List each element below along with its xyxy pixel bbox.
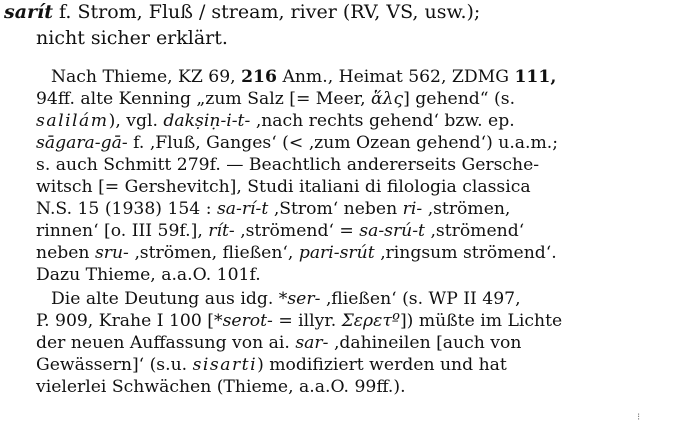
p1-line: Dazu Thieme, a.a.O. 101f. [36,265,261,285]
text-run: ‚strömen, [422,199,511,219]
text-run: Nach Thieme, KZ 69, [51,67,242,87]
p1-line [36,88,515,110]
text-run: ‚strömend‘ = [234,221,360,241]
text-run: sa-srú-t [359,221,425,241]
headword: sarít [4,1,54,23]
text-run: sāgara-gā- [36,133,128,153]
text-run: f. ‚Fluß, Ganges‘ (< ‚zum Ozean gehend‘) u.a.m.; [127,133,559,153]
text-run: ‚strömen, fließen‘, [128,243,299,263]
text-run: ]) müßte im Lichte [399,311,563,331]
margin-mark: ⁝ [637,412,641,423]
entry-header-line-1 [4,1,480,23]
text-run: ri- [402,199,423,219]
p1-line [36,220,524,242]
text-run: salilám [36,111,109,131]
p2-line [36,332,521,354]
text-run: dakṣiṇ-i-t- [163,111,251,131]
text-run: ‚nach rechts gehend‘ bzw. ep. [250,111,515,131]
text-run: ‚fließen‘ (s. WP II 497, [320,289,521,309]
text-run: ) modifiziert werden und hat [257,355,507,375]
text-run: pari-srút [298,243,375,263]
text-run: sar- [295,333,329,353]
p1-line [36,132,558,154]
text-run: ἅλς [371,89,404,109]
text-run: neben [36,243,95,263]
p2-line: vielerlei Schwächen (Thieme, a.a.O. 99ff.). [36,377,406,397]
text-run: Gewässern]‘ (s.u. [36,355,193,375]
text-run: 94 [36,89,58,109]
text-run: sisarti [192,355,258,375]
p1-line: witsch [= Gershevitch], Studi italiani di filologia classica [36,177,531,197]
text-run: 111, [514,67,557,87]
text-run: Anm., Heimat 562, ZDMG [276,67,515,87]
p2-line [51,288,521,310]
p1-line [36,242,557,264]
text-run: 216 [241,67,277,87]
p1-line [36,198,510,220]
definition: f. Strom, Fluß / stream, river (RV, VS, usw.); [53,1,481,23]
entry-header-line-2: nicht sicher erklärt. [36,27,228,49]
p2-line [36,310,562,332]
text-run: Σερετº [341,311,400,331]
text-run: ‚ringsum strömend‘. [374,243,557,263]
p1-line: s. auch Schmitt 279f. — Beachtlich andererseits Gersche- [36,155,540,175]
p1-line [51,66,556,88]
text-run: N.S. 15 (1938) 154 : [36,199,217,219]
text-run: Die alte Deutung aus idg. * [51,289,288,309]
text-run: ser- [287,289,321,309]
text-run: serot- [222,311,273,331]
text-run: P. 909, Krahe I 100 [* [36,311,223,331]
text-run: rít- [208,221,235,241]
text-run: = illyr. [272,311,342,331]
text-run: der neuen Auffassung von ai. [36,333,296,353]
text-run: ), vgl. [108,111,164,131]
text-run: sru- [94,243,129,263]
text-run: ‚Strom‘ neben [268,199,403,219]
text-run: sa-rí-t [216,199,269,219]
text-run: ‚dahineilen [auch von [328,333,522,353]
text-run: ] gehend“ (s. [403,89,516,109]
p2-line [36,354,507,376]
p1-line [36,110,515,132]
text-run: ff. alte Kenning „zum Salz [= Meer, [57,89,371,109]
text-run: ‚strömend‘ [424,221,525,241]
text-run: rinnen‘ [o. III 59f.], [36,221,209,241]
